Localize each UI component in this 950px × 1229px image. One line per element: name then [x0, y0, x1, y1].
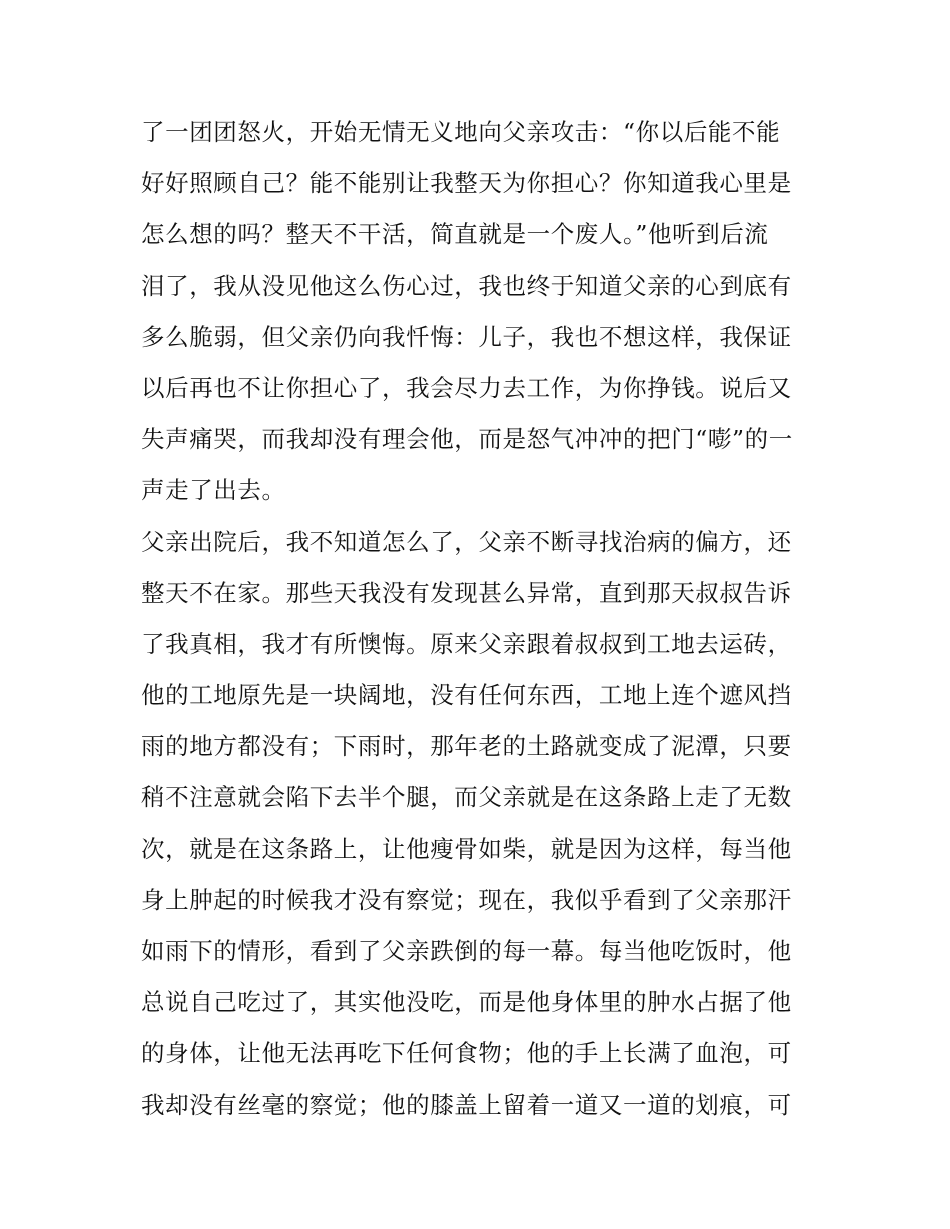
text-line: 以后再也不让你担心了，我会尽力去工作，为你挣钱。说后又 — [141, 373, 792, 402]
text-line: 身上肿起的时候我才没有察觉；现在，我似乎看到了父亲那汗 — [141, 885, 792, 914]
text-line: 泪了，我从没见他这么伤心过，我也终于知道父亲的心到底有 — [141, 271, 792, 300]
text-line: 我却没有丝毫的察觉；他的膝盖上留着一道又一道的划痕，可 — [141, 1090, 792, 1119]
text-line: 稍不注意就会陷下去半个腿，而父亲就是在这条路上走了无数 — [141, 783, 792, 812]
text-line: 总说自己吃过了，其实他没吃，而是他身体里的肿水占据了他 — [141, 988, 792, 1017]
text-line: 失声痛哭，而我却没有理会他，而是怒气冲冲的把门“嘭”的一 — [141, 425, 793, 454]
text-line: 整天不在家。那些天我没有发现甚么异常，直到那天叔叔告诉 — [141, 578, 792, 607]
text-line: 如雨下的情形，看到了父亲跌倒的每一幕。每当他吃饭时，他 — [141, 937, 792, 965]
text-line: 了我真相，我才有所懊悔。原来父亲跟着叔叔到工地去运砖， — [141, 629, 792, 658]
text-line: 他的工地原先是一块阔地，没有任何东西，工地上连个遮风挡 — [141, 681, 792, 710]
text-line: 雨的地方都没有；下雨时，那年老的土路就变成了泥潭，只要 — [141, 732, 792, 761]
text-line: 的身体，让他无法再吃下任何食物；他的手上长满了血泡，可 — [141, 1039, 792, 1068]
text-line: 声走了出去。 — [141, 476, 286, 505]
body-text — [141, 107, 821, 1131]
text-line: 了一团团怒火，开始无情无义地向父亲攻击：“你以后能不能 — [141, 118, 781, 146]
text-line: 好好照顾自己？能不能别让我整天为你担心？你知道我心里是 — [141, 169, 792, 198]
text-line: 次，就是在这条路上，让他瘦骨如柴，就是因为这样，每当他 — [141, 834, 792, 863]
text-line: 父亲出院后，我不知道怎么了，父亲不断寻找治病的偏方，还 — [141, 527, 792, 556]
text-line: 多么脆弱，但父亲仍向我忏悔：儿子，我也不想这样，我保证 — [141, 322, 792, 351]
text-line: 怎么想的吗？整天不干活，简直就是一个废人。”他听到后流 — [141, 220, 769, 249]
